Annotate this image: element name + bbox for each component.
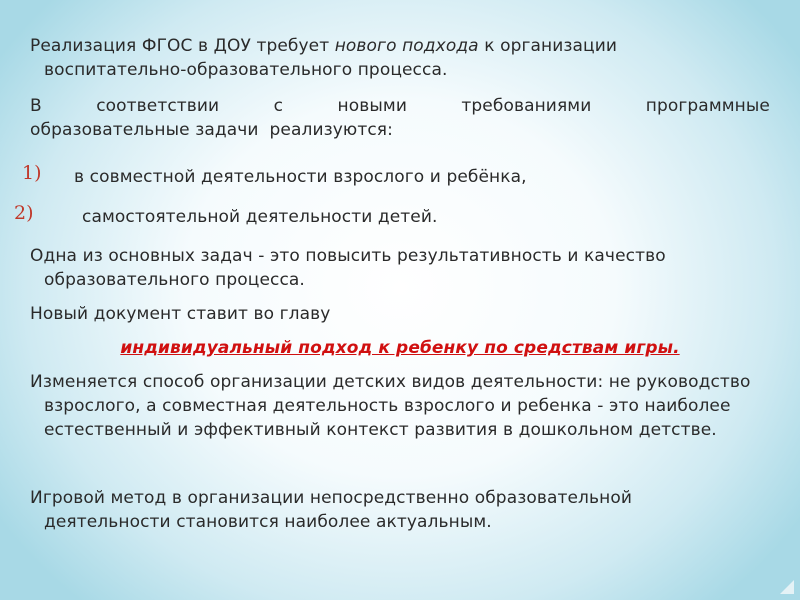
paragraph-requirements-line2: образовательные задачи реализуются:	[30, 120, 393, 140]
paragraph-game-method: Игровой метод в организации непосредственно образовательной деятельности становится наиболее актуальным.	[30, 488, 632, 532]
corner-decoration	[780, 580, 794, 594]
list-number-2: 2)	[14, 202, 34, 224]
list-number-1: 1)	[22, 162, 42, 184]
paragraph-main-task: Одна из основных задач - это повысить результативность и качество образовательного процесса.	[30, 246, 666, 290]
word: с	[273, 96, 284, 116]
intro-italic-phrase: нового подхода	[334, 36, 479, 56]
emphasis-line	[0, 336, 800, 360]
paragraph-activity-change: Изменяется способ организации детских видов деятельности: не руководство взрослого, а совместная деятельность взрослого и ребенка - это наиболее естественный и эффективный контекст развития в дошкольном детстве.	[30, 372, 751, 440]
word: программные	[645, 96, 770, 116]
list-item-2: самостоятельной деятельности детей.	[82, 207, 438, 227]
intro-text-end: к организации воспитательно-образовательного процесса.	[44, 36, 618, 80]
word: В	[30, 96, 42, 116]
paragraph-new-document: Новый документ ставит во главу	[30, 304, 331, 324]
list-item-1: в совместной деятельности взрослого и ребёнка,	[74, 167, 527, 187]
paragraph-intro	[30, 34, 764, 82]
word: требованиями	[461, 96, 592, 116]
word: соответствии	[96, 96, 220, 116]
intro-text-start: Реализация ФГОС в ДОУ требует	[30, 36, 335, 56]
paragraph-requirements-line1	[30, 94, 770, 118]
word: новыми	[337, 96, 407, 116]
individual-approach-emphasis: индивидуальный подход к ребенку по средствам игры.	[120, 338, 680, 358]
